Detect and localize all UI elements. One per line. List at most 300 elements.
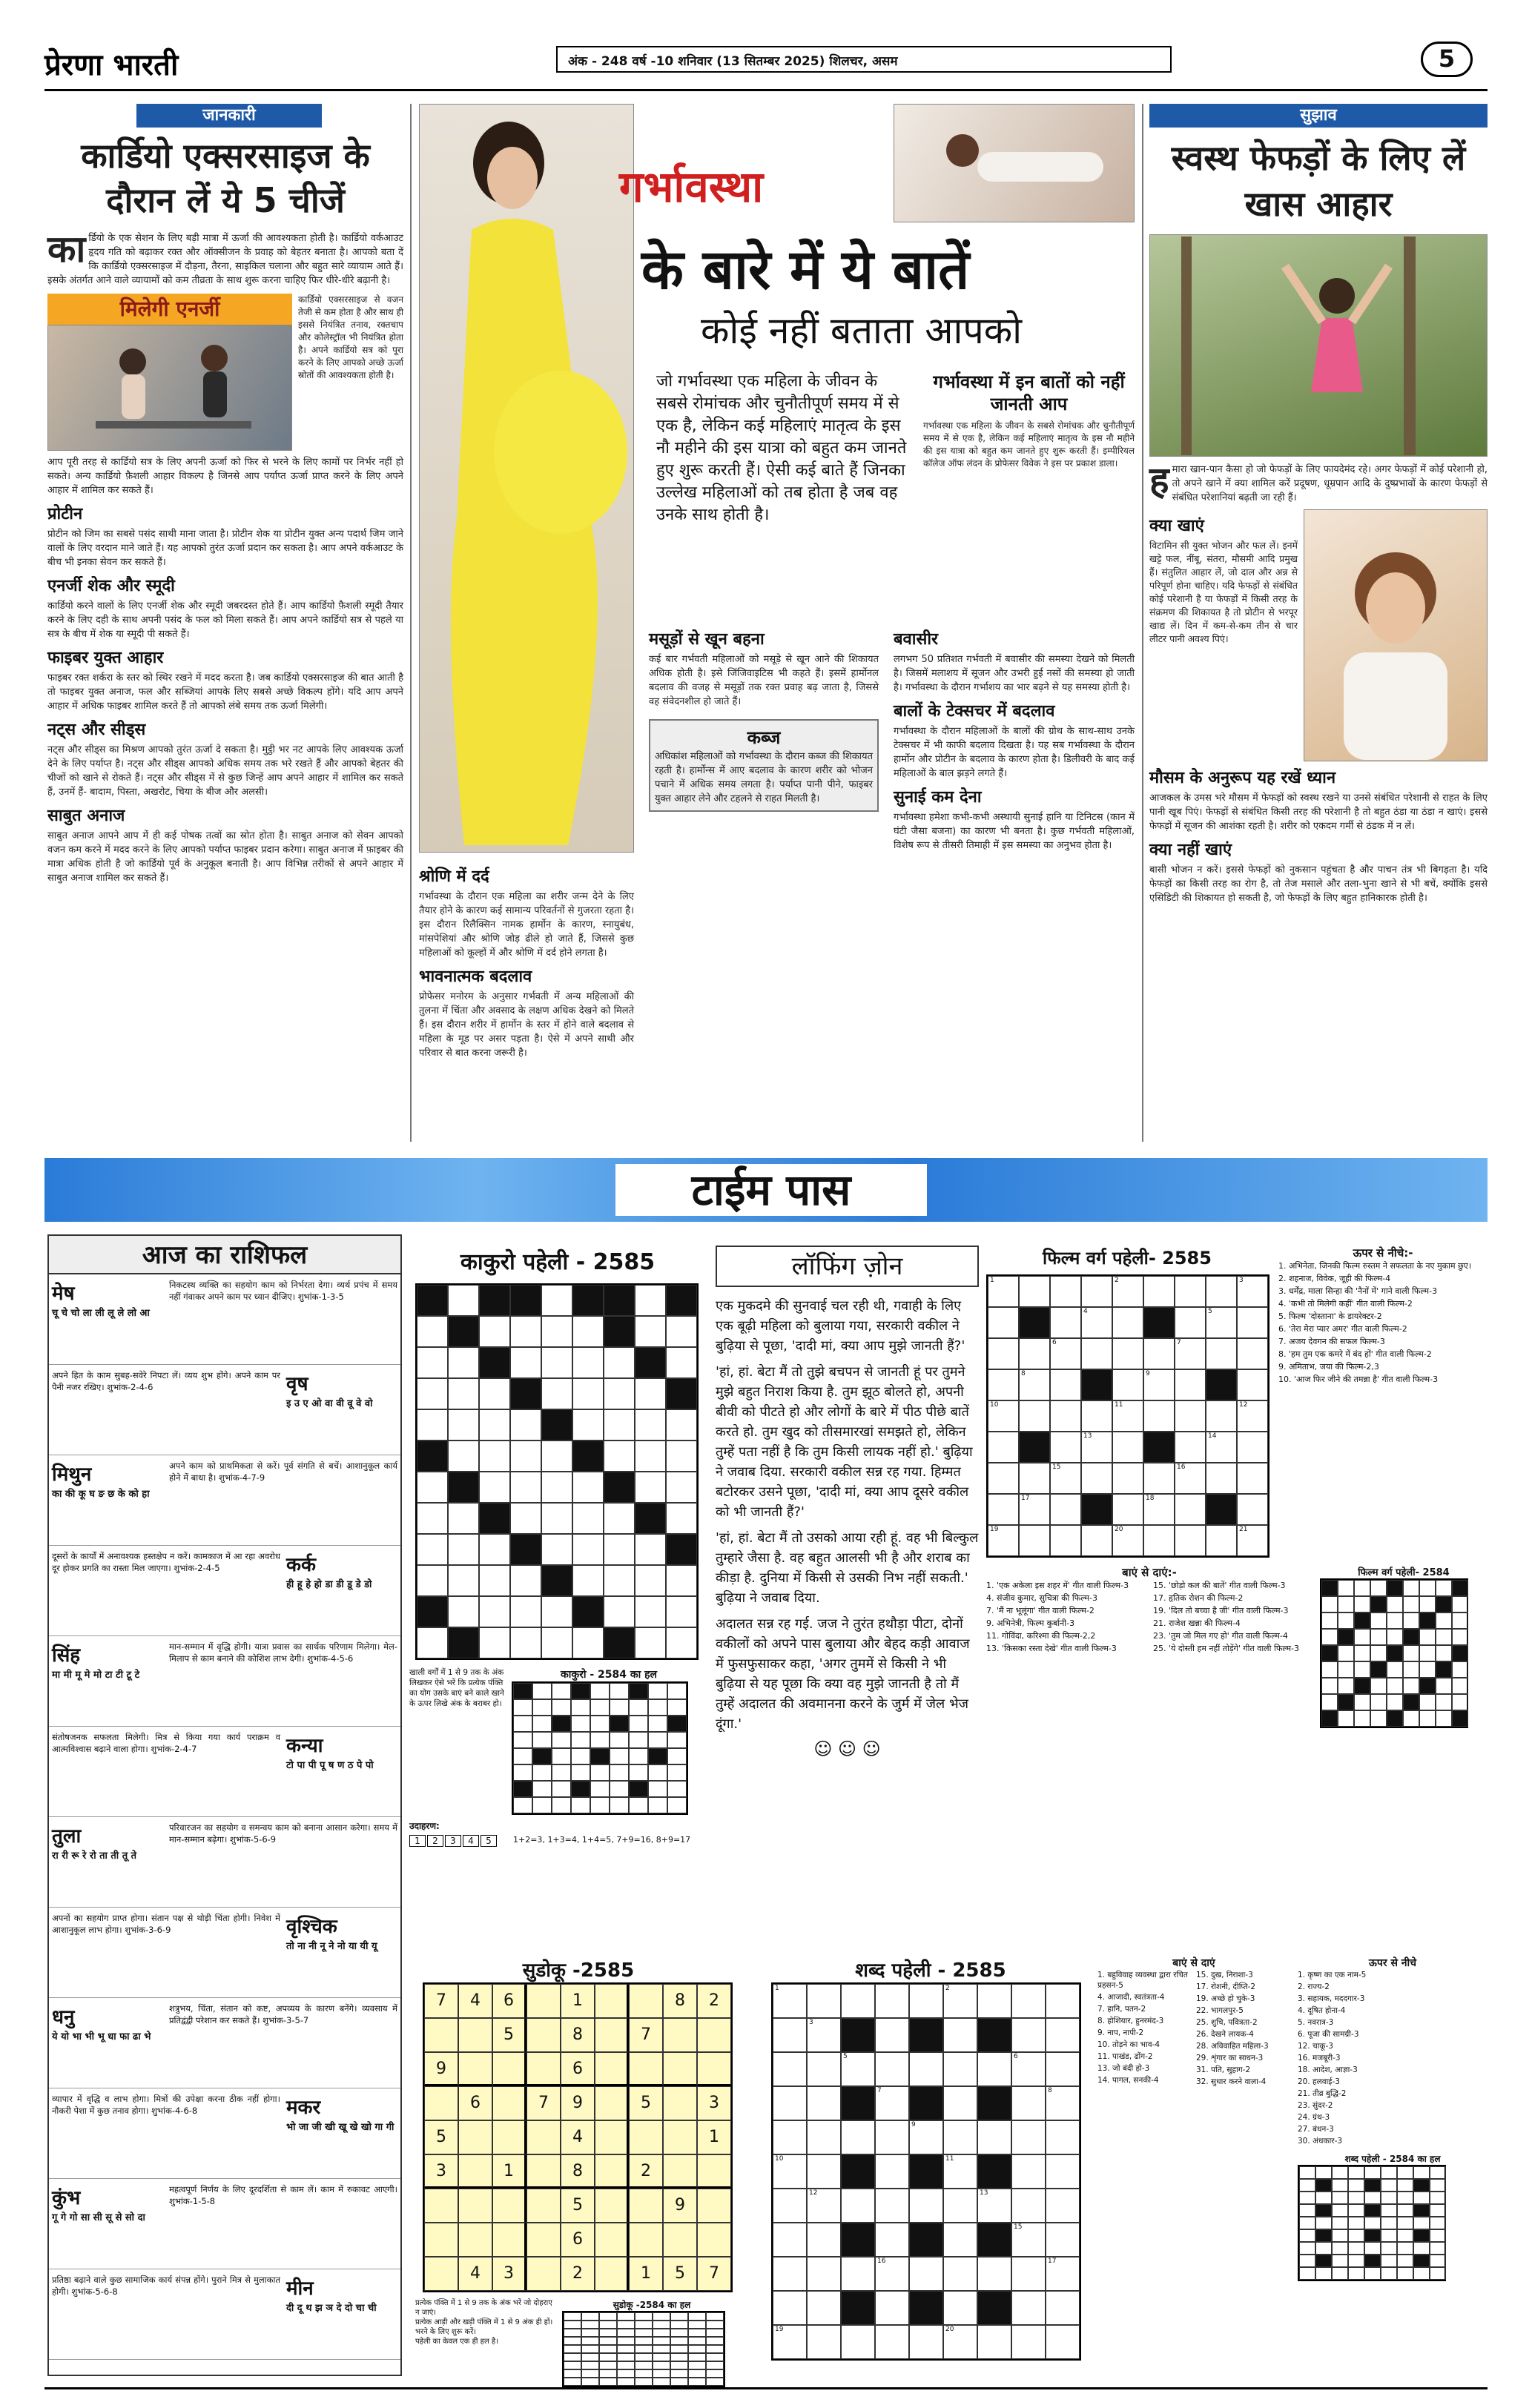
word-answer-cell[interactable]	[1332, 2192, 1348, 2204]
word-answer-cell[interactable]	[1299, 2166, 1315, 2179]
sudoku-cell[interactable]	[595, 2086, 629, 2120]
kakuro-answer-cell[interactable]	[532, 1716, 552, 1732]
kakuro-answer-cell[interactable]	[513, 1797, 532, 1813]
sudoku-answer-cell[interactable]	[688, 2312, 706, 2321]
sudoku-cell[interactable]	[595, 2018, 629, 2052]
word-puzzle-cell[interactable]	[909, 2052, 943, 2086]
sudoku-answer-cell[interactable]	[688, 2361, 706, 2369]
word-puzzle-cell[interactable]: 1	[773, 1984, 807, 2018]
word-puzzle-cell[interactable]	[943, 2291, 977, 2325]
kakuro-answer-cell[interactable]	[667, 1732, 687, 1748]
film-crossword-cell[interactable]	[988, 1338, 1019, 1369]
kakuro-answer-cell[interactable]	[590, 1683, 610, 1699]
word-puzzle-cell[interactable]	[875, 2325, 909, 2359]
film-crossword-cell[interactable]: 10	[988, 1400, 1019, 1432]
word-answer-cell[interactable]	[1430, 2166, 1446, 2179]
film-answer-cell[interactable]	[1452, 1694, 1468, 1710]
kakuro-cell[interactable]	[666, 1503, 697, 1534]
film-answer-cell[interactable]	[1338, 1661, 1354, 1678]
word-answer-cell[interactable]	[1381, 2242, 1397, 2255]
word-puzzle-cell[interactable]	[943, 2052, 977, 2086]
sudoku-cell[interactable]	[595, 2120, 629, 2154]
sudoku-answer-cell[interactable]	[635, 2345, 653, 2353]
sudoku-answer-cell[interactable]	[635, 2329, 653, 2337]
kakuro-answer-cell[interactable]	[590, 1732, 610, 1748]
sudoku-cell[interactable]	[424, 2257, 458, 2291]
kakuro-cell[interactable]	[541, 1378, 572, 1409]
kakuro-answer-cell[interactable]	[648, 1699, 667, 1716]
kakuro-cell[interactable]	[541, 1534, 572, 1565]
kakuro-answer-cell[interactable]	[571, 1716, 590, 1732]
kakuro-answer-cell[interactable]	[571, 1732, 590, 1748]
word-puzzle-cell[interactable]: 2	[943, 1984, 977, 2018]
kakuro-cell[interactable]	[479, 1565, 510, 1596]
word-puzzle-cell[interactable]	[1046, 2291, 1080, 2325]
sudoku-cell[interactable]	[697, 2154, 731, 2189]
word-answer-cell[interactable]	[1332, 2204, 1348, 2217]
word-puzzle-cell[interactable]: 8	[1046, 2086, 1080, 2120]
word-puzzle-cell[interactable]	[1011, 1984, 1046, 2018]
sudoku-cell[interactable]	[526, 2223, 561, 2257]
sudoku-cell[interactable]	[663, 2052, 697, 2086]
word-puzzle-cell[interactable]: 11	[943, 2154, 977, 2189]
film-crossword-cell[interactable]	[1143, 1276, 1175, 1307]
kakuro-cell[interactable]	[417, 1409, 448, 1440]
word-puzzle-grid[interactable]	[771, 1982, 1081, 2361]
kakuro-cell[interactable]	[635, 1627, 666, 1658]
word-answer-cell[interactable]	[1430, 2217, 1446, 2229]
film-answer-cell[interactable]	[1403, 1612, 1419, 1629]
sudoku-cell[interactable]	[424, 2189, 458, 2223]
kakuro-cell[interactable]	[479, 1534, 510, 1565]
kakuro-answer-cell[interactable]	[610, 1781, 629, 1797]
sudoku-cell[interactable]	[663, 2223, 697, 2257]
kakuro-cell[interactable]	[448, 1565, 479, 1596]
kakuro-answer-cell[interactable]	[648, 1781, 667, 1797]
sudoku-answer-cell[interactable]	[653, 2329, 670, 2337]
kakuro-answer-cell[interactable]	[513, 1716, 532, 1732]
sudoku-cell[interactable]	[492, 2120, 526, 2154]
kakuro-answer-cell[interactable]	[667, 1683, 687, 1699]
word-puzzle-cell[interactable]: 15	[1011, 2223, 1046, 2257]
word-answer-cell[interactable]	[1332, 2179, 1348, 2192]
word-puzzle-cell[interactable]	[1011, 2018, 1046, 2052]
kakuro-cell[interactable]	[572, 1503, 604, 1534]
kakuro-cell[interactable]	[604, 1534, 635, 1565]
word-answer-cell[interactable]	[1315, 2192, 1332, 2204]
sudoku-answer-cell[interactable]	[688, 2353, 706, 2361]
film-crossword-cell[interactable]	[1175, 1307, 1206, 1338]
word-answer-cell[interactable]	[1397, 2255, 1413, 2267]
word-puzzle-cell[interactable]	[1046, 2325, 1080, 2359]
kakuro-cell[interactable]	[572, 1472, 604, 1503]
kakuro-answer-cell[interactable]	[513, 1732, 532, 1748]
sudoku-answer-cell[interactable]	[706, 2378, 724, 2386]
word-answer-cell[interactable]	[1299, 2217, 1315, 2229]
sudoku-cell[interactable]	[697, 2223, 731, 2257]
kakuro-answer-cell[interactable]	[532, 1797, 552, 1813]
kakuro-cell[interactable]	[604, 1409, 635, 1440]
sudoku-answer-cell[interactable]	[653, 2345, 670, 2353]
kakuro-cell[interactable]	[635, 1534, 666, 1565]
word-answer-cell[interactable]	[1364, 2242, 1381, 2255]
kakuro-answer-cell[interactable]	[532, 1781, 552, 1797]
film-crossword-cell[interactable]	[1237, 1463, 1268, 1494]
kakuro-cell[interactable]	[666, 1347, 697, 1378]
film-answer-cell[interactable]	[1403, 1580, 1419, 1596]
film-answer-cell[interactable]	[1419, 1710, 1436, 1727]
film-answer-cell[interactable]	[1452, 1629, 1468, 1645]
film-crossword-cell[interactable]	[1050, 1432, 1081, 1463]
sudoku-answer-cell[interactable]	[564, 2353, 581, 2361]
film-answer-cell[interactable]	[1436, 1645, 1452, 1661]
word-puzzle-cell[interactable]	[773, 2291, 807, 2325]
sudoku-cell[interactable]	[629, 2120, 663, 2154]
film-crossword-cell[interactable]: 14	[1206, 1432, 1237, 1463]
sudoku-answer-cell[interactable]	[617, 2312, 635, 2321]
word-answer-cell[interactable]	[1381, 2204, 1397, 2217]
film-answer-cell[interactable]	[1370, 1678, 1387, 1694]
film-answer-cell[interactable]	[1370, 1645, 1387, 1661]
word-answer-cell[interactable]	[1430, 2267, 1446, 2280]
kakuro-answer-cell[interactable]	[590, 1764, 610, 1781]
word-puzzle-cell[interactable]	[875, 2018, 909, 2052]
word-puzzle-cell[interactable]	[909, 1984, 943, 2018]
word-puzzle-cell[interactable]	[875, 2120, 909, 2154]
film-answer-cell[interactable]	[1338, 1612, 1354, 1629]
film-crossword-cell[interactable]: 7	[1175, 1338, 1206, 1369]
word-answer-cell[interactable]	[1413, 2217, 1430, 2229]
word-answer-cell[interactable]	[1413, 2192, 1430, 2204]
kakuro-cell[interactable]	[510, 1565, 541, 1596]
film-answer-cell[interactable]	[1419, 1694, 1436, 1710]
kakuro-answer-cell[interactable]	[571, 1699, 590, 1716]
word-answer-cell[interactable]	[1348, 2192, 1364, 2204]
kakuro-answer-cell[interactable]	[552, 1683, 571, 1699]
word-puzzle-cell[interactable]	[909, 2189, 943, 2223]
sudoku-answer-cell[interactable]	[706, 2337, 724, 2345]
word-answer-cell[interactable]	[1430, 2192, 1446, 2204]
word-answer-cell[interactable]	[1299, 2179, 1315, 2192]
film-answer-cell[interactable]	[1452, 1678, 1468, 1694]
film-answer-cell[interactable]	[1370, 1629, 1387, 1645]
word-puzzle-cell[interactable]	[807, 1984, 841, 2018]
sudoku-answer-cell[interactable]	[617, 2369, 635, 2378]
kakuro-answer-cell[interactable]	[610, 1732, 629, 1748]
sudoku-cell[interactable]	[526, 2189, 561, 2223]
word-answer-cell[interactable]	[1332, 2166, 1348, 2179]
kakuro-cell[interactable]	[479, 1440, 510, 1472]
film-answer-cell[interactable]	[1436, 1629, 1452, 1645]
sudoku-cell[interactable]	[663, 2120, 697, 2154]
sudoku-answer-cell[interactable]	[670, 2361, 688, 2369]
kakuro-answer-cell[interactable]	[571, 1748, 590, 1764]
film-crossword-cell[interactable]	[1143, 1463, 1175, 1494]
sudoku-answer-cell[interactable]	[670, 2378, 688, 2386]
kakuro-cell[interactable]	[635, 1596, 666, 1627]
sudoku-answer-cell[interactable]	[653, 2312, 670, 2321]
film-crossword-cell[interactable]	[1050, 1494, 1081, 1525]
kakuro-cell[interactable]	[572, 1627, 604, 1658]
kakuro-answer-cell[interactable]	[590, 1797, 610, 1813]
word-puzzle-cell[interactable]	[773, 2120, 807, 2154]
word-puzzle-cell[interactable]: 6	[1011, 2052, 1046, 2086]
kakuro-answer-cell[interactable]	[513, 1699, 532, 1716]
word-answer-cell[interactable]	[1381, 2229, 1397, 2242]
word-puzzle-cell[interactable]	[1046, 2018, 1080, 2052]
sudoku-answer-cell[interactable]	[706, 2312, 724, 2321]
kakuro-answer-cell[interactable]	[532, 1683, 552, 1699]
word-puzzle-cell[interactable]	[1046, 2120, 1080, 2154]
film-answer-cell[interactable]	[1436, 1678, 1452, 1694]
kakuro-cell[interactable]	[479, 1627, 510, 1658]
word-answer-cell[interactable]	[1413, 2242, 1430, 2255]
film-crossword-cell[interactable]	[1019, 1400, 1050, 1432]
kakuro-cell[interactable]	[541, 1596, 572, 1627]
kakuro-cell[interactable]	[448, 1440, 479, 1472]
kakuro-cell[interactable]	[604, 1596, 635, 1627]
kakuro-answer-cell[interactable]	[552, 1748, 571, 1764]
kakuro-answer-cell[interactable]	[552, 1781, 571, 1797]
kakuro-answer-cell[interactable]	[648, 1716, 667, 1732]
film-answer-cell[interactable]	[1403, 1678, 1419, 1694]
film-crossword-cell[interactable]	[1112, 1369, 1143, 1400]
kakuro-answer-cell[interactable]	[590, 1716, 610, 1732]
word-puzzle-cell[interactable]	[943, 2189, 977, 2223]
word-puzzle-cell[interactable]: 9	[909, 2120, 943, 2154]
sudoku-grid[interactable]	[423, 1982, 733, 2292]
film-crossword-cell[interactable]	[1019, 1276, 1050, 1307]
sudoku-answer-cell[interactable]	[635, 2337, 653, 2345]
word-puzzle-cell[interactable]	[773, 2018, 807, 2052]
sudoku-answer-cell[interactable]	[653, 2378, 670, 2386]
kakuro-cell[interactable]	[510, 1472, 541, 1503]
word-puzzle-cell[interactable]: 19	[773, 2325, 807, 2359]
sudoku-cell[interactable]	[458, 2018, 492, 2052]
kakuro-cell[interactable]	[510, 1627, 541, 1658]
word-answer-cell[interactable]	[1381, 2217, 1397, 2229]
sudoku-cell[interactable]	[458, 2154, 492, 2189]
word-answer-cell[interactable]	[1413, 2267, 1430, 2280]
word-answer-cell[interactable]	[1348, 2217, 1364, 2229]
sudoku-answer-cell[interactable]	[706, 2353, 724, 2361]
film-crossword-cell[interactable]: 16	[1175, 1463, 1206, 1494]
sudoku-answer-cell[interactable]	[564, 2361, 581, 2369]
film-answer-cell[interactable]	[1419, 1580, 1436, 1596]
kakuro-cell[interactable]	[510, 1596, 541, 1627]
sudoku-cell[interactable]	[663, 2018, 697, 2052]
sudoku-answer-cell[interactable]	[599, 2345, 617, 2353]
film-crossword-cell[interactable]	[1050, 1400, 1081, 1432]
film-answer-cell[interactable]	[1419, 1629, 1436, 1645]
sudoku-answer-cell[interactable]	[635, 2369, 653, 2378]
word-puzzle-cell[interactable]	[977, 2325, 1011, 2359]
word-puzzle-cell[interactable]: 17	[1046, 2257, 1080, 2291]
sudoku-cell[interactable]	[663, 2086, 697, 2120]
kakuro-cell[interactable]	[448, 1409, 479, 1440]
sudoku-answer-cell[interactable]	[617, 2353, 635, 2361]
film-crossword-cell[interactable]: 18	[1143, 1494, 1175, 1525]
film-crossword-cell[interactable]	[1050, 1369, 1081, 1400]
word-answer-cell[interactable]	[1381, 2255, 1397, 2267]
word-puzzle-cell[interactable]	[1011, 2257, 1046, 2291]
film-crossword-cell[interactable]	[1143, 1338, 1175, 1369]
kakuro-cell[interactable]	[479, 1409, 510, 1440]
kakuro-cell[interactable]	[635, 1316, 666, 1347]
film-answer-cell[interactable]	[1387, 1596, 1403, 1612]
film-answer-cell[interactable]	[1452, 1612, 1468, 1629]
word-puzzle-cell[interactable]: 20	[943, 2325, 977, 2359]
kakuro-cell[interactable]	[541, 1627, 572, 1658]
kakuro-cell[interactable]	[604, 1347, 635, 1378]
kakuro-answer-cell[interactable]	[513, 1748, 532, 1764]
word-answer-cell[interactable]	[1397, 2242, 1413, 2255]
word-answer-cell[interactable]	[1348, 2242, 1364, 2255]
kakuro-answer-cell[interactable]	[629, 1797, 648, 1813]
word-answer-cell[interactable]	[1299, 2204, 1315, 2217]
sudoku-cell[interactable]	[663, 2154, 697, 2189]
film-answer-cell[interactable]	[1354, 1580, 1370, 1596]
word-answer-cell[interactable]	[1348, 2255, 1364, 2267]
sudoku-cell[interactable]	[629, 2189, 663, 2223]
film-answer-cell[interactable]	[1338, 1710, 1354, 1727]
word-answer-cell[interactable]	[1348, 2179, 1364, 2192]
film-answer-cell[interactable]	[1338, 1678, 1354, 1694]
film-answer-cell[interactable]	[1387, 1661, 1403, 1678]
sudoku-answer-cell[interactable]	[564, 2321, 581, 2329]
film-crossword-cell[interactable]	[988, 1432, 1019, 1463]
word-puzzle-cell[interactable]	[807, 2223, 841, 2257]
word-puzzle-cell[interactable]	[807, 2291, 841, 2325]
sudoku-answer-cell[interactable]	[688, 2378, 706, 2386]
word-answer-cell[interactable]	[1397, 2229, 1413, 2242]
kakuro-cell[interactable]	[479, 1316, 510, 1347]
kakuro-cell[interactable]	[635, 1409, 666, 1440]
sudoku-cell[interactable]	[492, 2086, 526, 2120]
kakuro-cell[interactable]	[541, 1503, 572, 1534]
kakuro-cell[interactable]	[635, 1378, 666, 1409]
film-crossword-cell[interactable]: 4	[1081, 1307, 1112, 1338]
kakuro-cell[interactable]	[635, 1285, 666, 1316]
film-answer-cell[interactable]	[1419, 1661, 1436, 1678]
word-answer-cell[interactable]	[1299, 2242, 1315, 2255]
sudoku-cell[interactable]	[526, 2018, 561, 2052]
film-crossword-cell[interactable]: 9	[1143, 1369, 1175, 1400]
kakuro-cell[interactable]	[604, 1503, 635, 1534]
sudoku-answer-cell[interactable]	[670, 2369, 688, 2378]
sudoku-answer-cell[interactable]	[706, 2361, 724, 2369]
word-answer-cell[interactable]	[1381, 2179, 1397, 2192]
sudoku-cell[interactable]	[526, 1984, 561, 2018]
sudoku-cell[interactable]	[492, 2052, 526, 2086]
kakuro-answer-cell[interactable]	[667, 1699, 687, 1716]
kakuro-cell[interactable]	[417, 1534, 448, 1565]
sudoku-cell[interactable]	[526, 2120, 561, 2154]
kakuro-cell[interactable]	[417, 1627, 448, 1658]
sudoku-answer-cell[interactable]	[670, 2312, 688, 2321]
film-crossword-cell[interactable]	[1081, 1525, 1112, 1556]
word-puzzle-cell[interactable]	[773, 2257, 807, 2291]
word-puzzle-cell[interactable]: 5	[841, 2052, 875, 2086]
kakuro-cell[interactable]	[666, 1440, 697, 1472]
kakuro-answer-cell[interactable]	[648, 1764, 667, 1781]
film-answer-cell[interactable]	[1387, 1694, 1403, 1710]
sudoku-cell[interactable]	[492, 2189, 526, 2223]
film-crossword-cell[interactable]	[1175, 1276, 1206, 1307]
sudoku-answer-cell[interactable]	[599, 2353, 617, 2361]
word-puzzle-cell[interactable]: 13	[977, 2189, 1011, 2223]
film-crossword-cell[interactable]: 11	[1112, 1400, 1143, 1432]
film-crossword-cell[interactable]: 12	[1237, 1400, 1268, 1432]
film-crossword-cell[interactable]	[1112, 1307, 1143, 1338]
sudoku-answer-cell[interactable]	[706, 2345, 724, 2353]
word-puzzle-cell[interactable]: 16	[875, 2257, 909, 2291]
kakuro-cell[interactable]	[604, 1440, 635, 1472]
sudoku-answer-cell[interactable]	[688, 2369, 706, 2378]
word-puzzle-cell[interactable]	[1046, 2189, 1080, 2223]
kakuro-answer-cell[interactable]	[648, 1683, 667, 1699]
word-puzzle-cell[interactable]	[807, 2086, 841, 2120]
film-crossword-cell[interactable]: 8	[1019, 1369, 1050, 1400]
kakuro-answer-cell[interactable]	[667, 1797, 687, 1813]
sudoku-answer-cell[interactable]	[617, 2378, 635, 2386]
film-answer-cell[interactable]	[1338, 1580, 1354, 1596]
sudoku-answer-cell[interactable]	[617, 2321, 635, 2329]
film-answer-cell[interactable]	[1354, 1645, 1370, 1661]
kakuro-cell[interactable]	[572, 1565, 604, 1596]
film-answer-cell[interactable]	[1370, 1710, 1387, 1727]
word-puzzle-cell[interactable]	[977, 2120, 1011, 2154]
word-answer-cell[interactable]	[1381, 2166, 1397, 2179]
sudoku-answer-cell[interactable]	[688, 2337, 706, 2345]
word-puzzle-cell[interactable]	[841, 2325, 875, 2359]
film-crossword-cell[interactable]	[1175, 1525, 1206, 1556]
kakuro-answer-cell[interactable]	[532, 1699, 552, 1716]
kakuro-answer-cell[interactable]	[667, 1781, 687, 1797]
film-crossword-cell[interactable]	[1206, 1338, 1237, 1369]
kakuro-answer-cell[interactable]	[610, 1797, 629, 1813]
sudoku-answer-cell[interactable]	[599, 2321, 617, 2329]
kakuro-cell[interactable]	[479, 1472, 510, 1503]
word-answer-cell[interactable]	[1430, 2204, 1446, 2217]
film-crossword-cell[interactable]	[1050, 1525, 1081, 1556]
kakuro-answer-cell[interactable]	[629, 1699, 648, 1716]
sudoku-cell[interactable]	[458, 2189, 492, 2223]
film-crossword-cell[interactable]	[1175, 1400, 1206, 1432]
kakuro-answer-cell[interactable]	[648, 1797, 667, 1813]
film-answer-cell[interactable]	[1403, 1596, 1419, 1612]
film-crossword-grid[interactable]	[986, 1274, 1269, 1558]
film-answer-cell[interactable]	[1321, 1612, 1338, 1629]
film-answer-cell[interactable]	[1452, 1596, 1468, 1612]
film-answer-cell[interactable]	[1419, 1596, 1436, 1612]
sudoku-answer-cell[interactable]	[670, 2337, 688, 2345]
word-puzzle-cell[interactable]	[909, 2325, 943, 2359]
word-puzzle-cell[interactable]	[943, 2120, 977, 2154]
kakuro-cell[interactable]	[541, 1316, 572, 1347]
kakuro-cell[interactable]	[572, 1347, 604, 1378]
sudoku-answer-cell[interactable]	[581, 2329, 599, 2337]
kakuro-cell[interactable]	[541, 1472, 572, 1503]
word-answer-cell[interactable]	[1332, 2242, 1348, 2255]
kakuro-cell[interactable]	[572, 1378, 604, 1409]
word-answer-cell[interactable]	[1348, 2204, 1364, 2217]
word-puzzle-cell[interactable]	[841, 2257, 875, 2291]
film-crossword-cell[interactable]	[988, 1307, 1019, 1338]
film-crossword-cell[interactable]	[1175, 1432, 1206, 1463]
kakuro-cell[interactable]	[448, 1596, 479, 1627]
film-answer-cell[interactable]	[1370, 1612, 1387, 1629]
